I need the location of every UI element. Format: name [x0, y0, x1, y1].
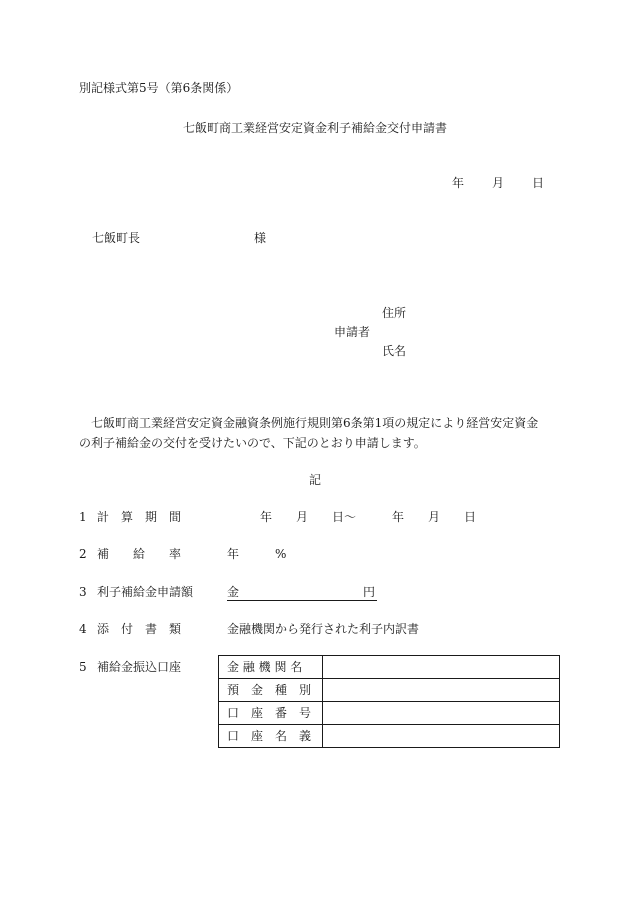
amount-suffix: 円 [362, 585, 375, 599]
applicant-address-label: 住所 [382, 306, 407, 320]
item-label-attachments: 添 付 書 類 [97, 622, 182, 636]
deposit-type-label: 預 金 種 別 [219, 679, 323, 702]
date-year: 年 [452, 176, 465, 190]
date-day: 日 [532, 176, 545, 190]
addressee: 七飯町長 [92, 231, 141, 245]
item-label-subsidy-rate: 補 給 率 [97, 547, 182, 561]
date-line [452, 175, 544, 191]
bank-account-table [218, 655, 560, 748]
amount-prefix: 金 [227, 585, 240, 599]
item-number: 1 [79, 510, 87, 524]
table-row [219, 679, 560, 702]
bank-name-label: 金 融 機 関 名 [219, 656, 323, 679]
item-number: 4 [79, 622, 87, 636]
item-label-application-amount: 利子補給金申請額 [97, 585, 194, 599]
table-row [219, 725, 560, 748]
account-number-label: 口 座 番 号 [219, 702, 323, 725]
ki-heading: 記 [308, 473, 321, 487]
account-holder-label: 口 座 名 義 [219, 725, 323, 748]
document-title: 七飯町商工業経営安定資金利子補給金交付申請書 [182, 121, 447, 135]
application-body-text: 七飯町商工業経営安定資金融資条例施行規則第6条第1項の規定により経営安定資金の利子補給金の交付を受けたいので、下記のとおり申請します。 [79, 416, 539, 450]
item-value-application-amount [227, 584, 377, 601]
deposit-type-field[interactable] [323, 679, 560, 702]
amount-underline [227, 584, 377, 601]
item-label-calc-period: 計 算 期 間 [97, 510, 182, 524]
bank-name-field[interactable] [323, 656, 560, 679]
table-row [219, 656, 560, 679]
applicant-label: 申請者 [334, 325, 371, 339]
item-value-calc-period: 年 月 日〜 年 月 日 [260, 510, 477, 524]
account-number-field[interactable] [323, 702, 560, 725]
table-row [219, 702, 560, 725]
date-month: 月 [492, 176, 505, 190]
item-label-transfer-account: 補給金振込口座 [97, 660, 182, 674]
item-value-subsidy-rate: 年 % [227, 547, 287, 561]
applicant-name-label: 氏名 [382, 344, 407, 358]
item-value-attachments: 金融機関から発行された利子内訳書 [227, 622, 420, 636]
honorific-sama: 様 [254, 231, 267, 245]
account-holder-field[interactable] [323, 725, 560, 748]
item-number: 5 [79, 660, 87, 674]
form-number: 別記様式第5号（第6条関係） [79, 81, 239, 95]
item-number: 3 [79, 585, 87, 599]
item-number: 2 [79, 547, 87, 561]
